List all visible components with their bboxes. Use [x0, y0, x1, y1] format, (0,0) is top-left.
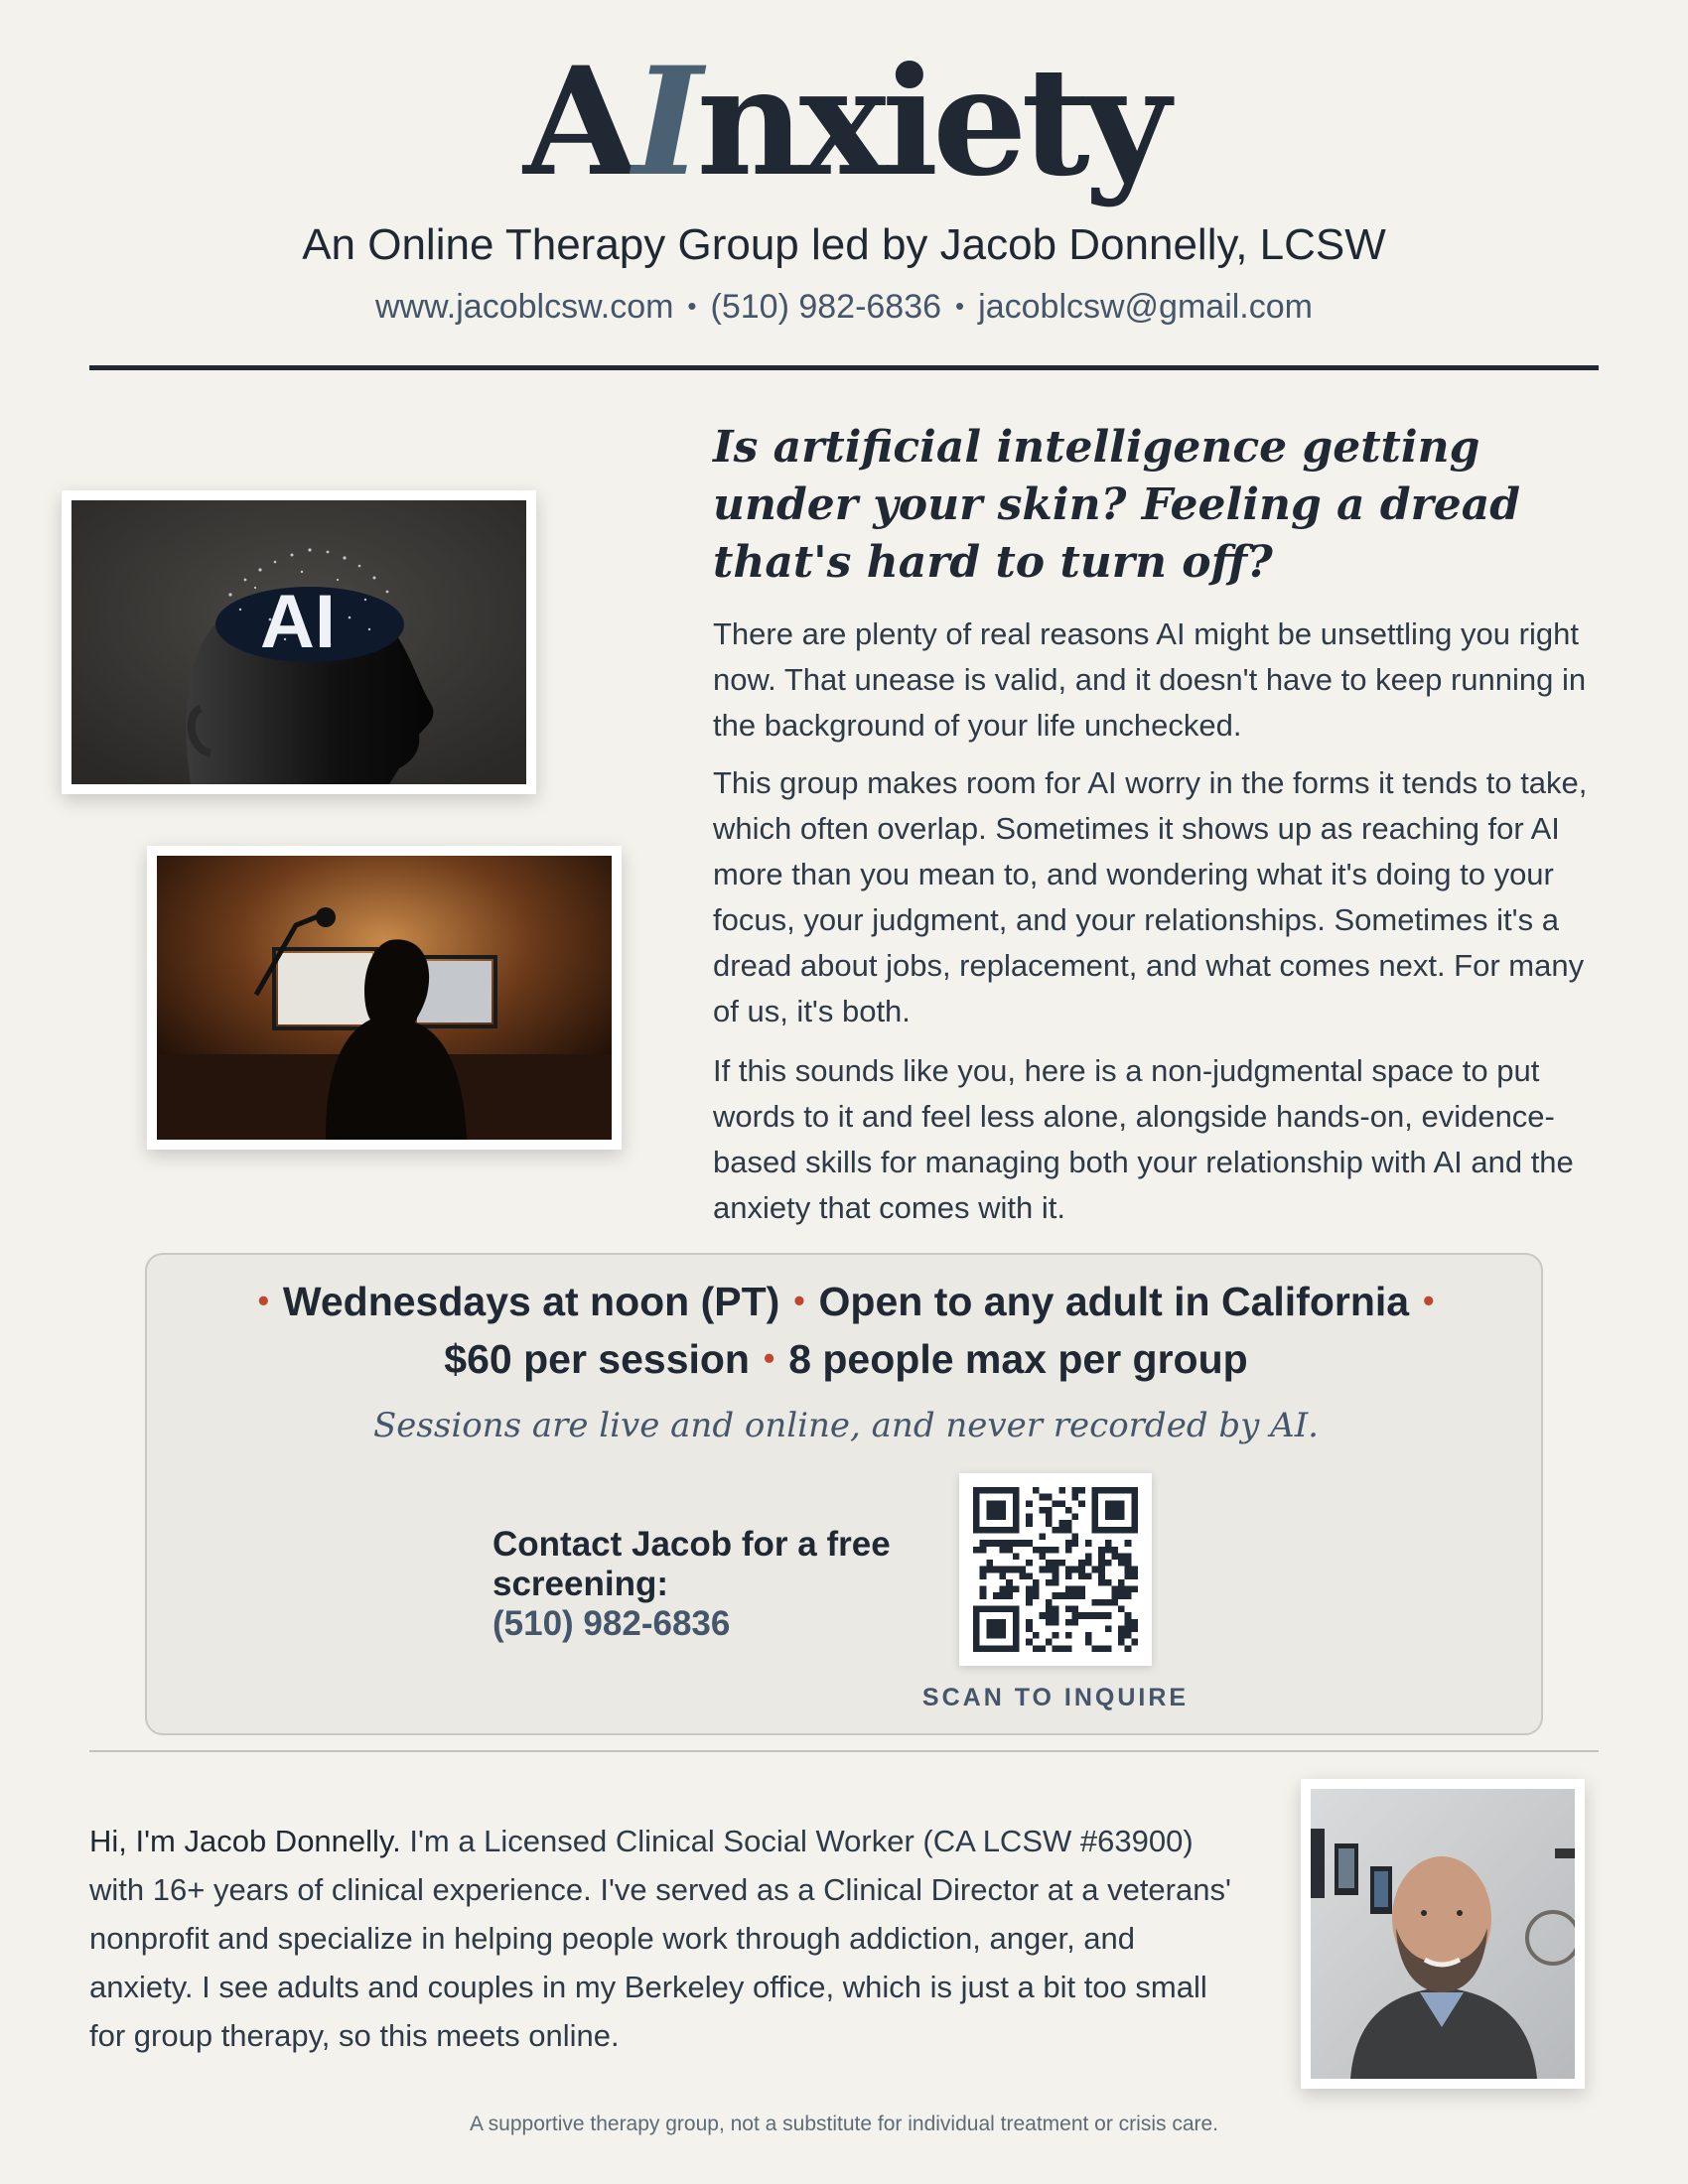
cta-phone-link[interactable]: (510) 982-6836 — [492, 1604, 731, 1643]
bio-text: I'm a Licensed Clinical Social Worker (CA LCSW #63900) with 16+ years of clinical experience. I've served as a Clinical Director at a veterans' nonprofit and specialize in helping people work through addiction, anger, and anxiety. I see adults and couples in my Berkeley office, which is just a bit too small for group therapy, so this meets online. — [89, 1824, 1231, 2053]
bullet-dot: • — [257, 1283, 269, 1318]
scan-label: SCAN TO INQUIRE — [921, 1684, 1190, 1711]
eligibility-text: Open to any adult in California — [818, 1279, 1410, 1324]
qr-code[interactable] — [959, 1473, 1152, 1666]
qr-code-icon — [973, 1487, 1138, 1652]
cta-text: Contact Jacob for a free screening: — [492, 1525, 891, 1603]
bullet-dot: • — [763, 1340, 775, 1376]
intro-paragraph-1: There are plenty of real reasons AI might be unsettling you right now. That unease is valid, and it doesn't have to keep running in the background of your life unchecked. — [713, 616, 1587, 743]
intro-headline: Is artificial intelligence getting under your skin? Feeling a dread that's hard to turn off? — [713, 422, 1521, 588]
logo-prefix: A — [523, 35, 633, 209]
recording-note: Sessions are live and online, and never recorded by AI. — [373, 1406, 1319, 1445]
details-line-1 — [147, 1279, 1545, 1325]
photo-jacob-portrait — [1301, 1779, 1585, 2089]
ai-head-illustration — [71, 500, 526, 784]
price-text: $60 per session — [444, 1336, 750, 1382]
details-line-2 — [147, 1336, 1545, 1383]
photo-person-at-computer — [147, 846, 622, 1150]
bio-paragraph — [89, 1817, 1241, 2060]
portrait-illustration — [1311, 1789, 1575, 2079]
phone-link[interactable]: (510) 982-6836 — [710, 288, 942, 326]
logo-wordmark — [0, 35, 1688, 209]
photo-ai-head — [62, 490, 536, 794]
ai-head-text: AI — [260, 580, 336, 664]
bio-lead: Hi, I'm Jacob Donnelly. — [89, 1824, 401, 1858]
website-link[interactable]: www.jacoblcsw.com — [375, 288, 674, 326]
logo-rest: nxiety — [696, 35, 1165, 209]
contact-cta — [492, 1525, 910, 1644]
capacity-text: 8 people max per group — [788, 1336, 1248, 1382]
intro-paragraph-3: If this sounds like you, here is a non-judgmental space to put words to it and feel less alone, alongside hands-on, evidence-based skills for managing both your relationship with AI and the anxiety that comes with it. — [713, 1053, 1574, 1225]
separator-dot: • — [955, 291, 965, 321]
section-divider — [89, 1750, 1599, 1752]
header-divider — [89, 365, 1599, 370]
bullet-dot: • — [1423, 1283, 1435, 1318]
desk-scene-illustration — [157, 856, 612, 1140]
separator-dot: • — [687, 291, 697, 321]
page-subtitle: An Online Therapy Group led by Jacob Donnelly, LCSW — [302, 220, 1386, 269]
email-link[interactable]: jacoblcsw@gmail.com — [978, 288, 1313, 326]
contact-line — [0, 288, 1688, 327]
logo-accent: I — [633, 35, 697, 209]
intro-paragraph-2: This group makes room for AI worry in the forms it tends to take, which often overlap. Sometimes it shows up as reaching for AI more than you mean to, and wondering what it's doing to your focus, your judgment, and your relationships. Sometimes it's a dread about jobs, replacement, and what comes next. For many of us, it's both. — [713, 765, 1588, 1028]
bullet-dot: • — [793, 1283, 805, 1318]
schedule-text: Wednesdays at noon (PT) — [282, 1279, 780, 1324]
footer-disclaimer: A supportive therapy group, not a substitute for individual treatment or crisis care. — [469, 2113, 1219, 2135]
group-details-box — [145, 1253, 1543, 1735]
